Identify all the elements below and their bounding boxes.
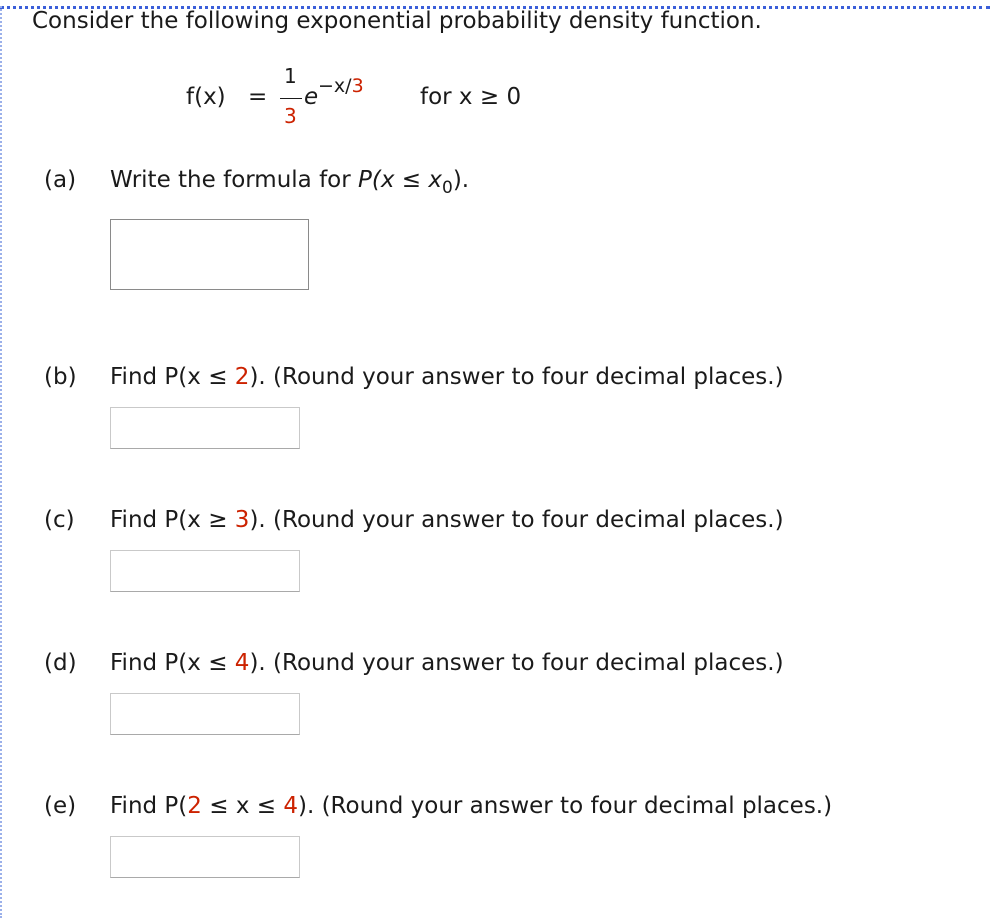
part-e-answer-input[interactable]: [110, 836, 300, 878]
part-b-expression-end: ).: [249, 364, 266, 390]
part-e-expression-end: ).: [297, 793, 315, 819]
exponent-prefix: −x/: [318, 75, 352, 97]
part-c-expression: Find P(x ≥: [110, 507, 235, 533]
fraction-bar: [280, 98, 302, 99]
part-c-instruction: (Round your answer to four decimal places.): [273, 507, 784, 533]
part-d-expression-end: ).: [249, 650, 266, 676]
part-a-label: (a): [44, 167, 77, 193]
part-b-label: (b): [44, 364, 77, 390]
exponent-value: 3: [351, 75, 364, 97]
part-d-expression: Find P(x ≤: [110, 650, 235, 676]
intro-text: Consider the following exponential probability density function.: [32, 8, 762, 34]
part-d-label: (d): [44, 650, 77, 676]
formula-exponent: [318, 75, 364, 97]
left-dotted-border: [0, 6, 2, 918]
part-d-question: [110, 650, 784, 676]
part-e-value-low: 2: [187, 793, 202, 819]
part-a-subscript: 0: [442, 178, 453, 198]
fraction-denominator: 3: [284, 104, 297, 128]
part-a-text: Write the formula for: [110, 167, 359, 193]
part-d-instruction: (Round your answer to four decimal places.): [273, 650, 784, 676]
part-c-expression-end: ).: [249, 507, 266, 533]
part-a-expression: P(x ≤ x: [358, 167, 442, 193]
part-b-question: [110, 364, 784, 390]
part-e-question: [110, 793, 832, 819]
part-e-label: (e): [44, 793, 77, 819]
part-e-expression: Find P(: [110, 793, 188, 819]
part-b-answer-input[interactable]: [110, 407, 300, 449]
part-c-value: 3: [234, 507, 250, 533]
part-b-instruction: (Round your answer to four decimal places.): [273, 364, 784, 390]
part-d-value: 4: [234, 650, 250, 676]
part-a-question: [110, 167, 470, 198]
part-e-value-high: 4: [283, 793, 298, 819]
part-c-answer-input[interactable]: [110, 550, 300, 592]
part-b-value: 2: [234, 364, 250, 390]
part-d-answer-input[interactable]: [110, 693, 300, 735]
formula-base: e: [304, 84, 319, 110]
formula-equals: =: [248, 84, 268, 110]
part-b-expression: Find P(x ≤: [110, 364, 235, 390]
part-e-expression-mid: ≤ x ≤: [201, 793, 284, 819]
part-a-expression-end: ).: [452, 167, 470, 193]
formula-domain: for x ≥ 0: [420, 84, 522, 110]
part-c-question: [110, 507, 784, 533]
part-a-formula-answer-box[interactable]: [110, 219, 309, 290]
part-e-instruction: (Round your answer to four decimal places.): [321, 793, 833, 819]
fraction-numerator: 1: [284, 64, 297, 88]
part-c-label: (c): [44, 507, 75, 533]
formula-lhs: f(x): [186, 84, 226, 110]
